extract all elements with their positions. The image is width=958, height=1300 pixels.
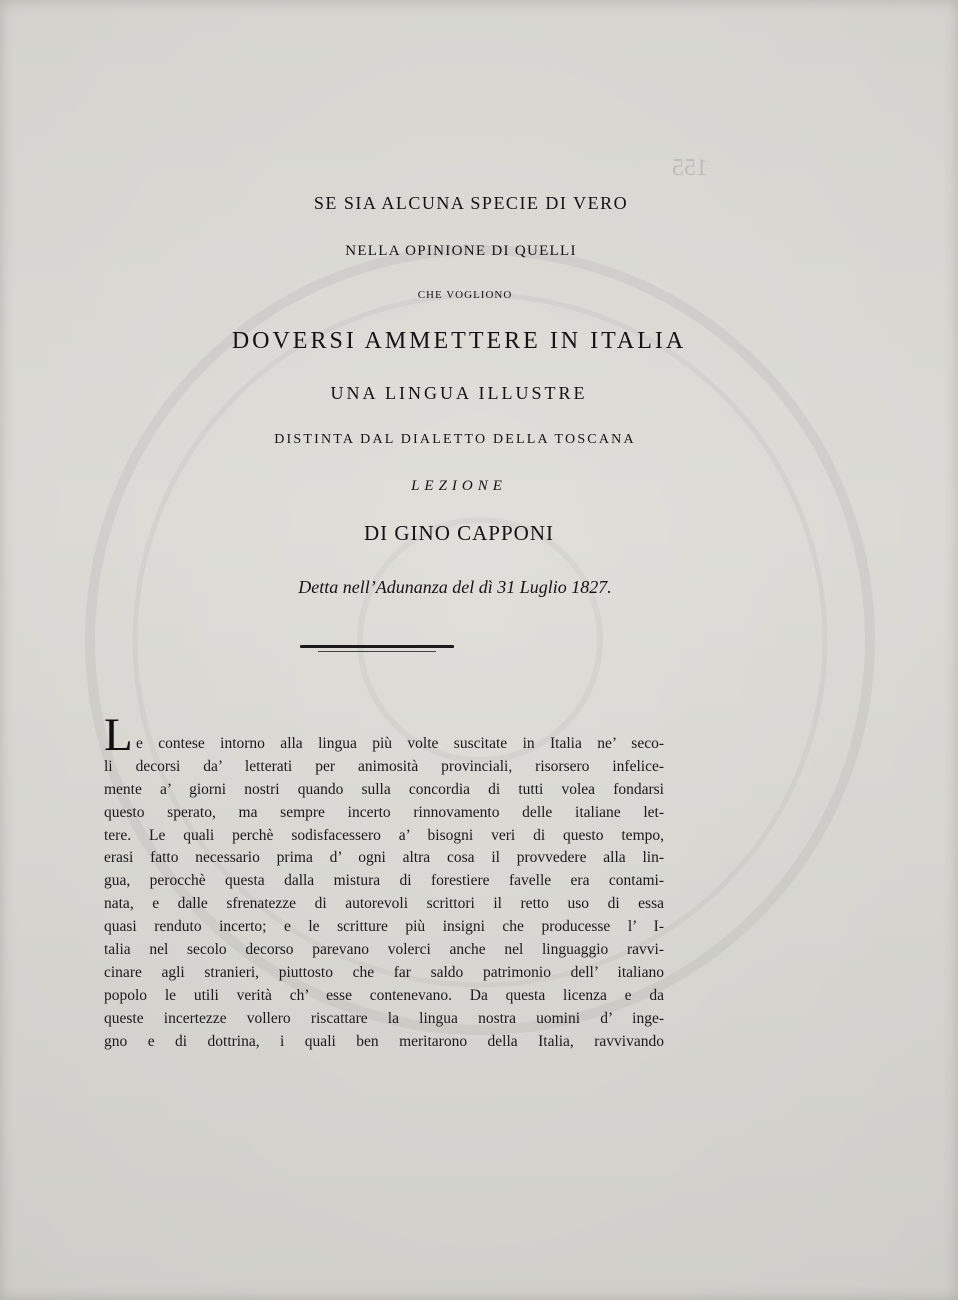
body-line: questo sperato, ma sempre incerto rinnovamento delle italiane let- [104, 803, 664, 821]
author-line: DI GINO CAPPONI [363, 521, 554, 545]
body-line: queste incertezze vollero riscattare la lingua nostra uomini d’ inge- [104, 1009, 664, 1027]
body-line: gua, perocchè questa dalla mistura di forestiere favelle era contami- [104, 872, 664, 890]
section-divider-thin [318, 651, 436, 652]
body-line: li decorsi da’ letterati per animosità provinciali, risorsero infelice- [104, 757, 664, 775]
title-line-1: SE SIA ALCUNA SPECIE DI VERO [313, 193, 629, 213]
title-line-5: UNA LINGUA ILLUSTRE [330, 383, 588, 403]
body-line: gno e di dottrina, i quali ben meritarono della Italia, ravvivando [104, 1032, 664, 1050]
body-line: popolo le utili verità ch’ esse contenevano. Da questa licenza e da [104, 986, 664, 1004]
body-line: cinare agli stranieri, piuttosto che far saldo patrimonio dell’ italiano [104, 963, 664, 981]
section-divider [300, 645, 454, 648]
body-line: talia nel secolo decorso parevano volerci anche nel linguaggio ravvi- [104, 941, 664, 959]
title-line-3: CHE VOGLIONO [417, 289, 513, 301]
drop-cap: L [104, 709, 133, 761]
body-line: tere. Le quali perchè sodisfacessero a’ bisogni veri di questo tempo, [104, 826, 664, 844]
body-line: nata, e dalle sfrenatezze di autorevoli scrittori il retto uso di essa [104, 895, 664, 913]
body-line: erasi fatto necessario prima d’ ogni altra cosa il provvedere alla lin- [104, 849, 664, 867]
body-paragraph [104, 733, 664, 1053]
page-number-bleed-through: 155 [672, 155, 708, 181]
title-line-6: DISTINTA DAL DIALETTO DELLA TOSCANA [274, 432, 636, 447]
body-line: mente a’ giorni nostri quando sulla concordia di tutti volea fondarsi [104, 780, 664, 798]
date-line: Detta nell’Adunanza del dì 31 Luglio 1827. [298, 577, 612, 597]
body-line: quasi renduto incerto; e le scritture più insigni che producesse l’ I- [104, 918, 664, 936]
lecture-label: LEZIONE [411, 478, 507, 494]
body-line: e contese intorno alla lingua più volte suscitate in Italia ne’ seco- [136, 735, 664, 752]
title-line-2: NELLA OPINIONE DI QUELLI [345, 243, 577, 259]
title-line-4: DOVERSI AMMETTERE IN ITALIA [231, 328, 687, 354]
